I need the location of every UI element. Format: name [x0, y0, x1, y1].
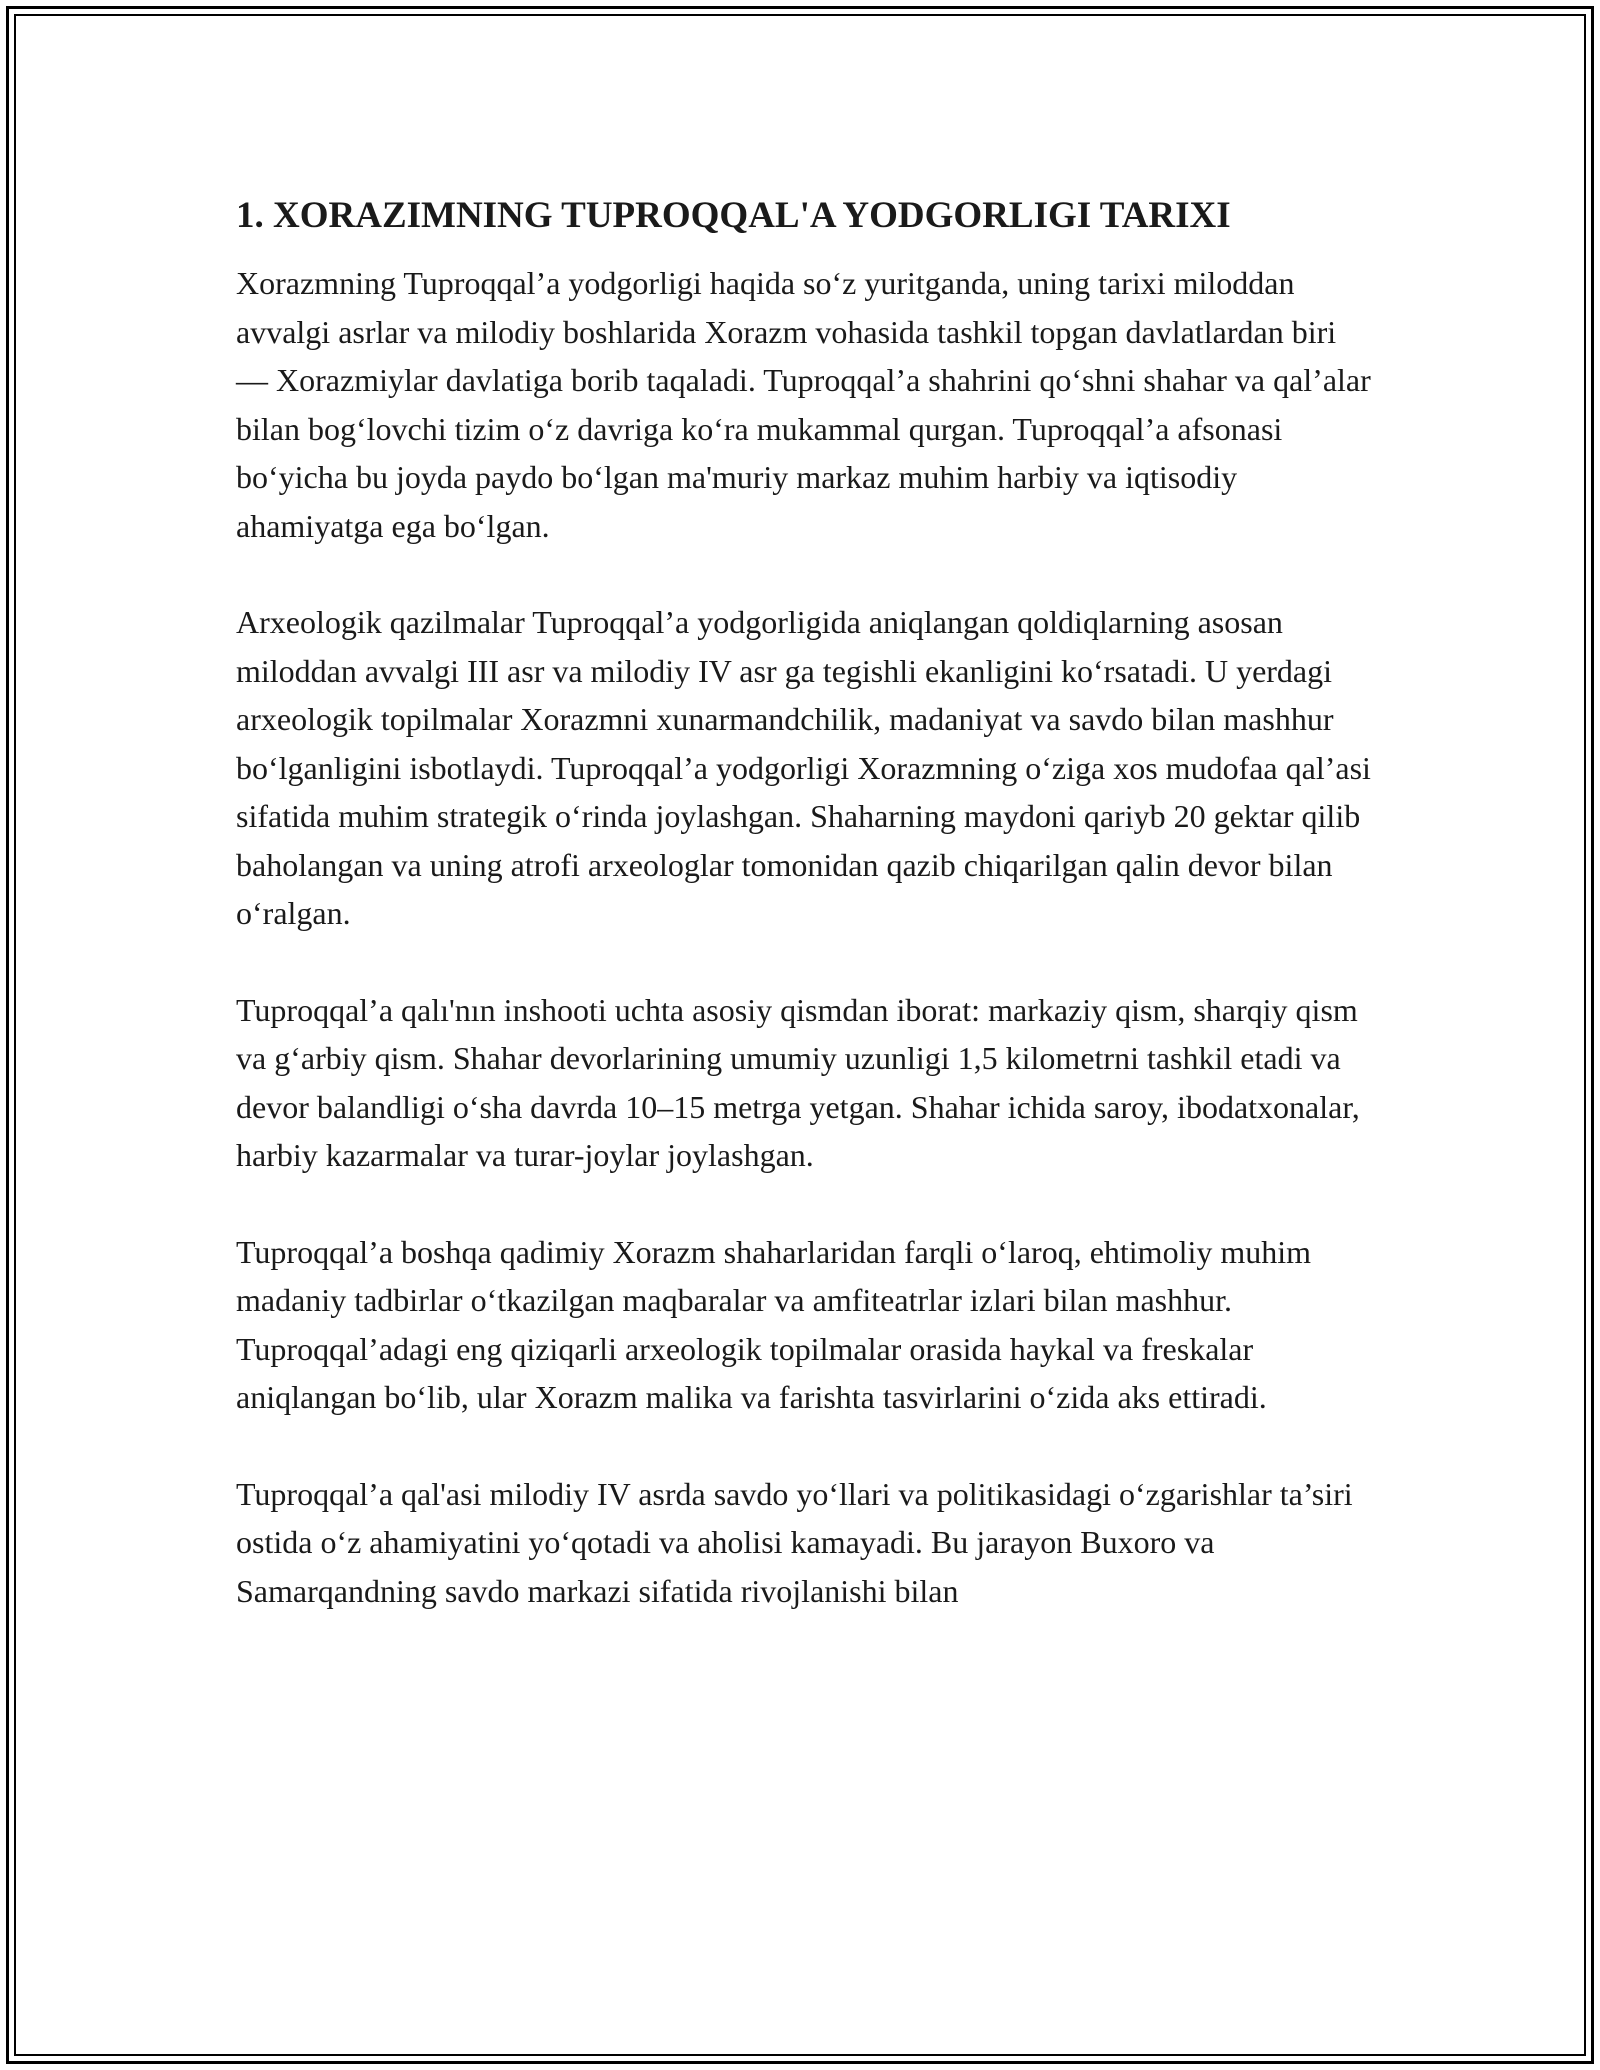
paragraph-5: Tuproqqal’a qal'asi milodiy IV asrda savdo yo‘llari va politikasidagi o‘zgarishlar ta’siri ostida o‘z ahamiyatini yo‘qotadi va aholisi kamayadi. Bu jarayon Buxoro va Samarqandning savdo markazi sifatida rivojlanishi bilan [236, 1475, 1353, 1609]
document-body [236, 188, 1372, 1663]
paragraph-4: Tuproqqal’a boshqa qadimiy Xorazm shaharlaridan farqli o‘laroq, ehtimoliy muhim madaniy tadbirlar o‘tkazilgan maqbaralar va amfiteatrlar izlari bilan mashhur. Tuproqqal’adagi eng qiziqarli arxeologik topilmalar orasida haykal va freskalar aniqlangan bo‘lib, ular Xorazm malika va farishta tasvirlarini o‘zida aks ettiradi. [236, 1233, 1312, 1415]
document-title: 1. XORAZIMNING TUPROQQAL'A YODGORLIGI TARIXI [236, 195, 1231, 236]
paragraph-1: Xorazmning Tuproqqal’a yodgorligi haqida so‘z yuritganda, uning tarixi miloddan avvalgi asrlar va milodiy boshlarida Xorazm vohasida tashkil topgan davlatlardan biri — Xorazmiylar davlatiga borib taqaladi. Tuproqqal’a shahrini qo‘shni shahar va qal’alar bilan bog‘lovchi tizim o‘z davriga ko‘ra mukammal qurgan. Tuproqqal’a afsonasi bo‘yicha bu joyda paydo bo‘lgan ma'muriy markaz muhim harbiy va iqtisodiy ahamiyatga ega bo‘lgan. [236, 265, 1371, 544]
paragraph-3: Tuproqqal’a qalı'nın inshooti uchta asosiy qismdan iborat: markaziy qism, sharqiy qism va g‘arbiy qism. Shahar devorlarining umumiy uzunligi 1,5 kilometrni tashkil etadi va devor balandligi o‘sha davrda 10–15 metrga yetgan. Shahar ichida saroy, ibodatxonalar, harbiy kazarmalar va turar-joylar joylashgan. [236, 991, 1360, 1173]
paragraph-2: Arxeologik qazilmalar Tuproqqal’a yodgorligida aniqlangan qoldiqlarning asosan miloddan avvalgi III asr va milodiy IV asr ga tegishli ekanligini ko‘rsatadi. U yerdagi arxeologik topilmalar Xorazmni xunarmandchilik, madaniyat va savdo bilan mashhur bo‘lganligini isbotlaydi. Tuproqqal’a yodgorligi Xorazmning o‘ziga xos mudofaa qal’asi sifatida muhim strategik o‘rinda joylashgan. Shaharning maydoni qariyb 20 gektar qilib baholangan va uning atrofi arxeologlar tomonidan qazib chiqarilgan qalin devor bilan o‘ralgan. [236, 604, 1371, 931]
